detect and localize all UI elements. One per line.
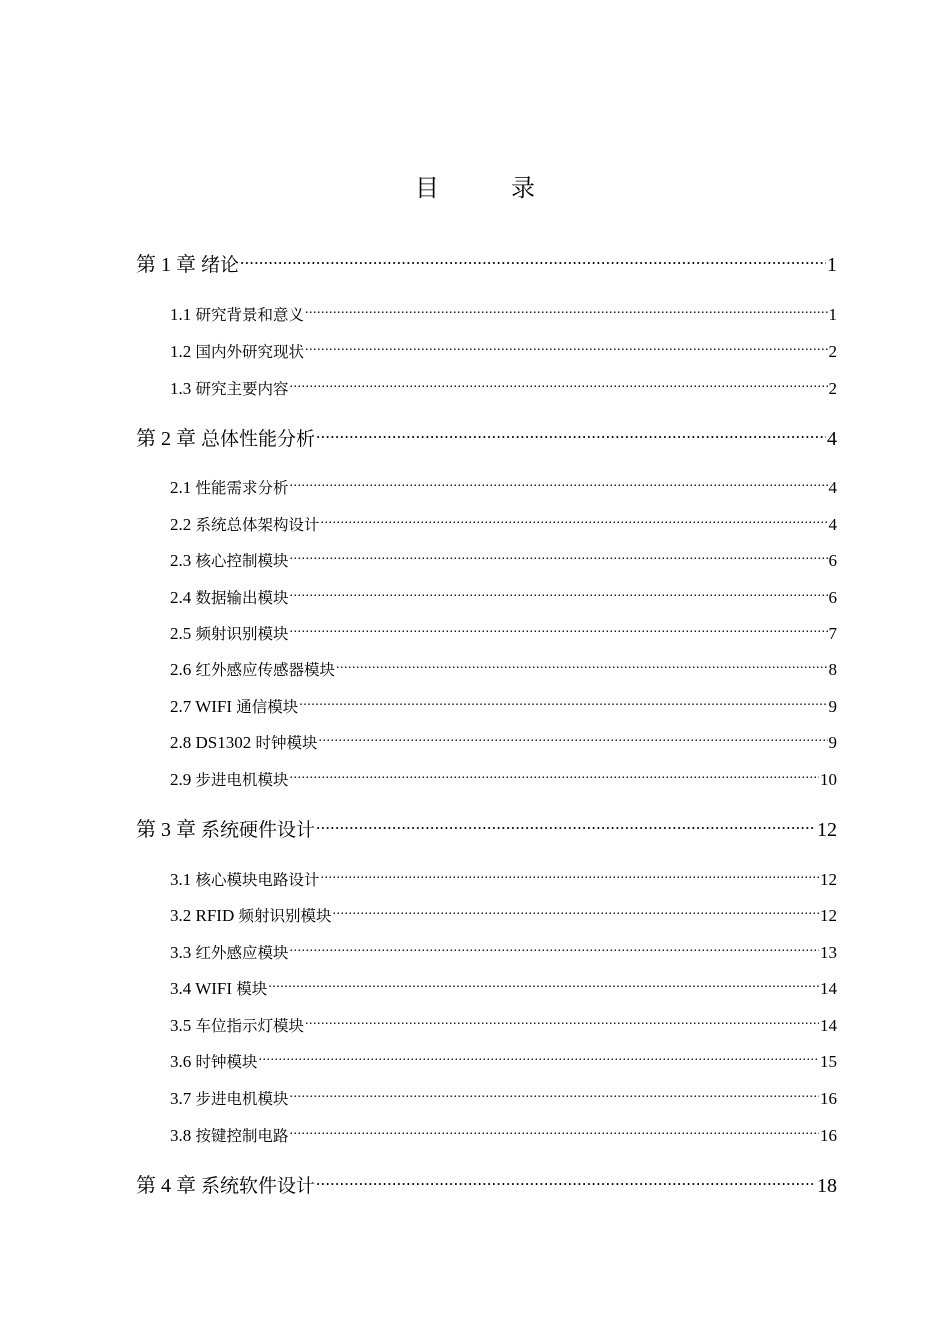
dot-leader — [336, 658, 827, 675]
toc-section-entry[interactable] — [170, 657, 837, 683]
toc-entry-label — [170, 621, 289, 647]
toc-chapter-entry[interactable] — [136, 815, 837, 845]
toc-section-entry[interactable] — [170, 940, 837, 966]
toc-entry-label — [170, 940, 289, 966]
toc-page-number: 1 — [827, 254, 837, 276]
toc-entry-number: 3.6 — [170, 1052, 196, 1071]
dot-leader — [268, 977, 819, 994]
toc-chapter-entry[interactable] — [136, 424, 837, 454]
toc-section-entry[interactable] — [170, 339, 837, 365]
toc-section-entry[interactable] — [170, 1049, 837, 1075]
toc-entry-label — [170, 512, 320, 538]
toc-entry-label — [170, 767, 289, 793]
toc-page-number: 16 — [820, 1089, 837, 1108]
toc-page-number: 7 — [828, 624, 837, 643]
toc-entry-text: 国内外研究现状 — [195, 343, 305, 361]
dot-leader — [240, 251, 826, 271]
toc-entry-text: 时钟模块 — [255, 734, 318, 752]
toc-entry-number: 1.3 — [170, 379, 196, 398]
toc-entry-number: 1.1 — [170, 305, 196, 324]
toc-entry-number: 3.3 — [170, 943, 196, 962]
toc-entry-text: 绪论 — [201, 254, 240, 276]
toc-entry-label — [170, 903, 332, 929]
toc-entry-label — [170, 976, 267, 1002]
toc-page-number: 2 — [828, 342, 837, 361]
toc-entry-label — [170, 1123, 289, 1149]
toc-section-entry[interactable] — [170, 621, 837, 647]
toc-entry-text: 模块 — [236, 980, 268, 998]
toc-entry-number: 3.7 — [170, 1089, 196, 1108]
dot-leader — [321, 513, 828, 530]
toc-entry-number: 2.1 — [170, 478, 196, 497]
toc-entry-label — [170, 730, 318, 756]
toc-entry-label — [170, 585, 289, 611]
toc-page-number: 14 — [820, 1016, 837, 1035]
dot-leader — [290, 1124, 819, 1141]
toc-entry-text: 步进电机模块 — [195, 1090, 289, 1108]
toc-page-number: 16 — [820, 1126, 837, 1145]
toc-entry-text: 研究主要内容 — [195, 380, 289, 398]
toc-page-number: 4 — [827, 428, 837, 450]
toc-page-number: 1 — [828, 305, 837, 324]
toc-entry-text: 系统总体架构设计 — [195, 516, 320, 534]
toc-entry-label — [170, 475, 289, 501]
toc-section-entry[interactable] — [170, 302, 837, 328]
dot-leader — [333, 904, 820, 921]
toc-page-number: 15 — [820, 1052, 837, 1071]
dot-leader — [316, 425, 826, 445]
dot-leader — [290, 586, 828, 603]
toc-entry-label — [170, 657, 335, 683]
toc-entry-label — [170, 339, 304, 365]
toc-page-number: 8 — [828, 660, 837, 679]
toc-section-entry[interactable] — [170, 1123, 837, 1149]
toc-entry-number: 3.8 — [170, 1126, 196, 1145]
toc-entry-number: 第 2 章 — [136, 428, 201, 450]
toc-entry-number: 2.7 WIFI — [170, 697, 237, 716]
toc-entry-text: 频射识别模块 — [195, 625, 289, 643]
dot-leader — [299, 695, 827, 712]
toc-entry-number: 2.9 — [170, 770, 196, 789]
toc-chapter-entry[interactable] — [136, 1171, 837, 1201]
toc-entry-text: 按键控制电路 — [195, 1127, 289, 1145]
toc-entry-text: 数据输出模块 — [195, 589, 289, 607]
toc-page-number: 10 — [820, 770, 837, 789]
toc-entry-text: 红外感应模块 — [195, 944, 289, 962]
toc-entry-number: 3.1 — [170, 870, 196, 889]
toc-entry-number: 第 4 章 — [136, 1175, 201, 1197]
toc-entry-number: 第 3 章 — [136, 819, 201, 841]
toc-entry-text: 总体性能分析 — [201, 428, 316, 450]
dot-leader — [316, 816, 816, 836]
toc-section-entry[interactable] — [170, 548, 837, 574]
dot-leader — [290, 377, 828, 394]
toc-section-entry[interactable] — [170, 976, 837, 1002]
dot-leader — [290, 768, 819, 785]
toc-entry-text: 通信模块 — [236, 698, 299, 716]
dot-leader — [321, 868, 819, 885]
toc-section-entry[interactable] — [170, 1086, 837, 1112]
toc-entry-label — [170, 302, 304, 328]
toc-page-number: 12 — [817, 819, 837, 841]
toc-entry-number: 1.2 — [170, 342, 196, 361]
toc-entry-label — [170, 376, 289, 402]
toc-page-number: 2 — [828, 379, 837, 398]
toc-entry-text: 核心模块电路设计 — [195, 871, 320, 889]
dot-leader — [290, 549, 828, 566]
toc-section-entry[interactable] — [170, 475, 837, 501]
toc-page-number: 4 — [828, 515, 837, 534]
dot-leader — [290, 1087, 819, 1104]
toc-entry-text: 步进电机模块 — [195, 771, 289, 789]
toc-entry-text: 系统软件设计 — [201, 1175, 316, 1197]
toc-entry-text: 核心控制模块 — [195, 552, 289, 570]
toc-page-number: 6 — [828, 551, 837, 570]
toc-page-number: 18 — [817, 1175, 837, 1197]
toc-page-number: 9 — [828, 697, 837, 716]
toc-entry-label — [170, 548, 289, 574]
toc-entry-label — [136, 1171, 315, 1201]
dot-leader — [305, 340, 827, 357]
toc-entry-label — [170, 1049, 258, 1075]
toc-section-entry[interactable] — [170, 585, 837, 611]
dot-leader — [316, 1172, 816, 1192]
toc-entry-number: 第 1 章 — [136, 254, 201, 276]
dot-leader — [290, 941, 819, 958]
toc-entry-label — [136, 815, 315, 845]
toc-entry-text: 红外感应传感器模块 — [195, 661, 336, 679]
toc-page-number: 4 — [828, 478, 837, 497]
toc-entry-text: 系统硬件设计 — [201, 819, 316, 841]
toc-page-number: 14 — [820, 979, 837, 998]
toc-entry-number: 3.4 WIFI — [170, 979, 237, 998]
toc-entry-label — [136, 424, 315, 454]
toc-entry-number: 2.3 — [170, 551, 196, 570]
toc-entry-label — [170, 694, 298, 720]
toc-section-entry[interactable] — [170, 512, 837, 538]
toc-chapter-entry[interactable] — [136, 250, 837, 280]
toc-entry-label — [170, 1086, 289, 1112]
toc-section-entry[interactable] — [170, 1013, 837, 1039]
toc-entry-label — [170, 1013, 304, 1039]
toc-section-entry[interactable] — [170, 867, 837, 893]
toc-page-number: 12 — [820, 870, 837, 889]
toc-section-entry[interactable] — [170, 730, 837, 756]
dot-leader — [305, 303, 827, 320]
toc-page-number: 6 — [828, 588, 837, 607]
toc-entry-text: 车位指示灯模块 — [195, 1017, 305, 1035]
toc-entry-number: 3.5 — [170, 1016, 196, 1035]
dot-leader — [290, 476, 828, 493]
toc-entry-text: 研究背景和意义 — [195, 306, 305, 324]
toc-entry-label — [136, 250, 239, 280]
toc-page-number: 13 — [820, 943, 837, 962]
dot-leader — [319, 731, 828, 748]
toc-entry-number: 2.6 — [170, 660, 196, 679]
toc-section-entry[interactable] — [170, 376, 837, 402]
dot-leader — [259, 1050, 819, 1067]
toc-entry-text: 性能需求分析 — [195, 479, 289, 497]
toc-entry-text: 时钟模块 — [195, 1053, 258, 1071]
toc-entry-number: 2.8 DS1302 — [170, 733, 256, 752]
toc-page-number: 12 — [820, 906, 837, 925]
toc-entry-label — [170, 867, 320, 893]
toc-entry-number: 3.2 RFID — [170, 906, 239, 925]
toc-entry-number: 2.4 — [170, 588, 196, 607]
toc-entry-text: 频射识别模块 — [238, 907, 332, 925]
dot-leader — [305, 1014, 819, 1031]
toc-title: 目 录 — [415, 174, 559, 202]
dot-leader — [290, 622, 828, 639]
toc-section-entry[interactable] — [170, 903, 837, 929]
toc-section-entry[interactable] — [170, 694, 837, 720]
toc-page-number: 9 — [828, 733, 837, 752]
toc-entry-number: 2.2 — [170, 515, 196, 534]
toc-entry-number: 2.5 — [170, 624, 196, 643]
toc-section-entry[interactable] — [170, 767, 837, 793]
